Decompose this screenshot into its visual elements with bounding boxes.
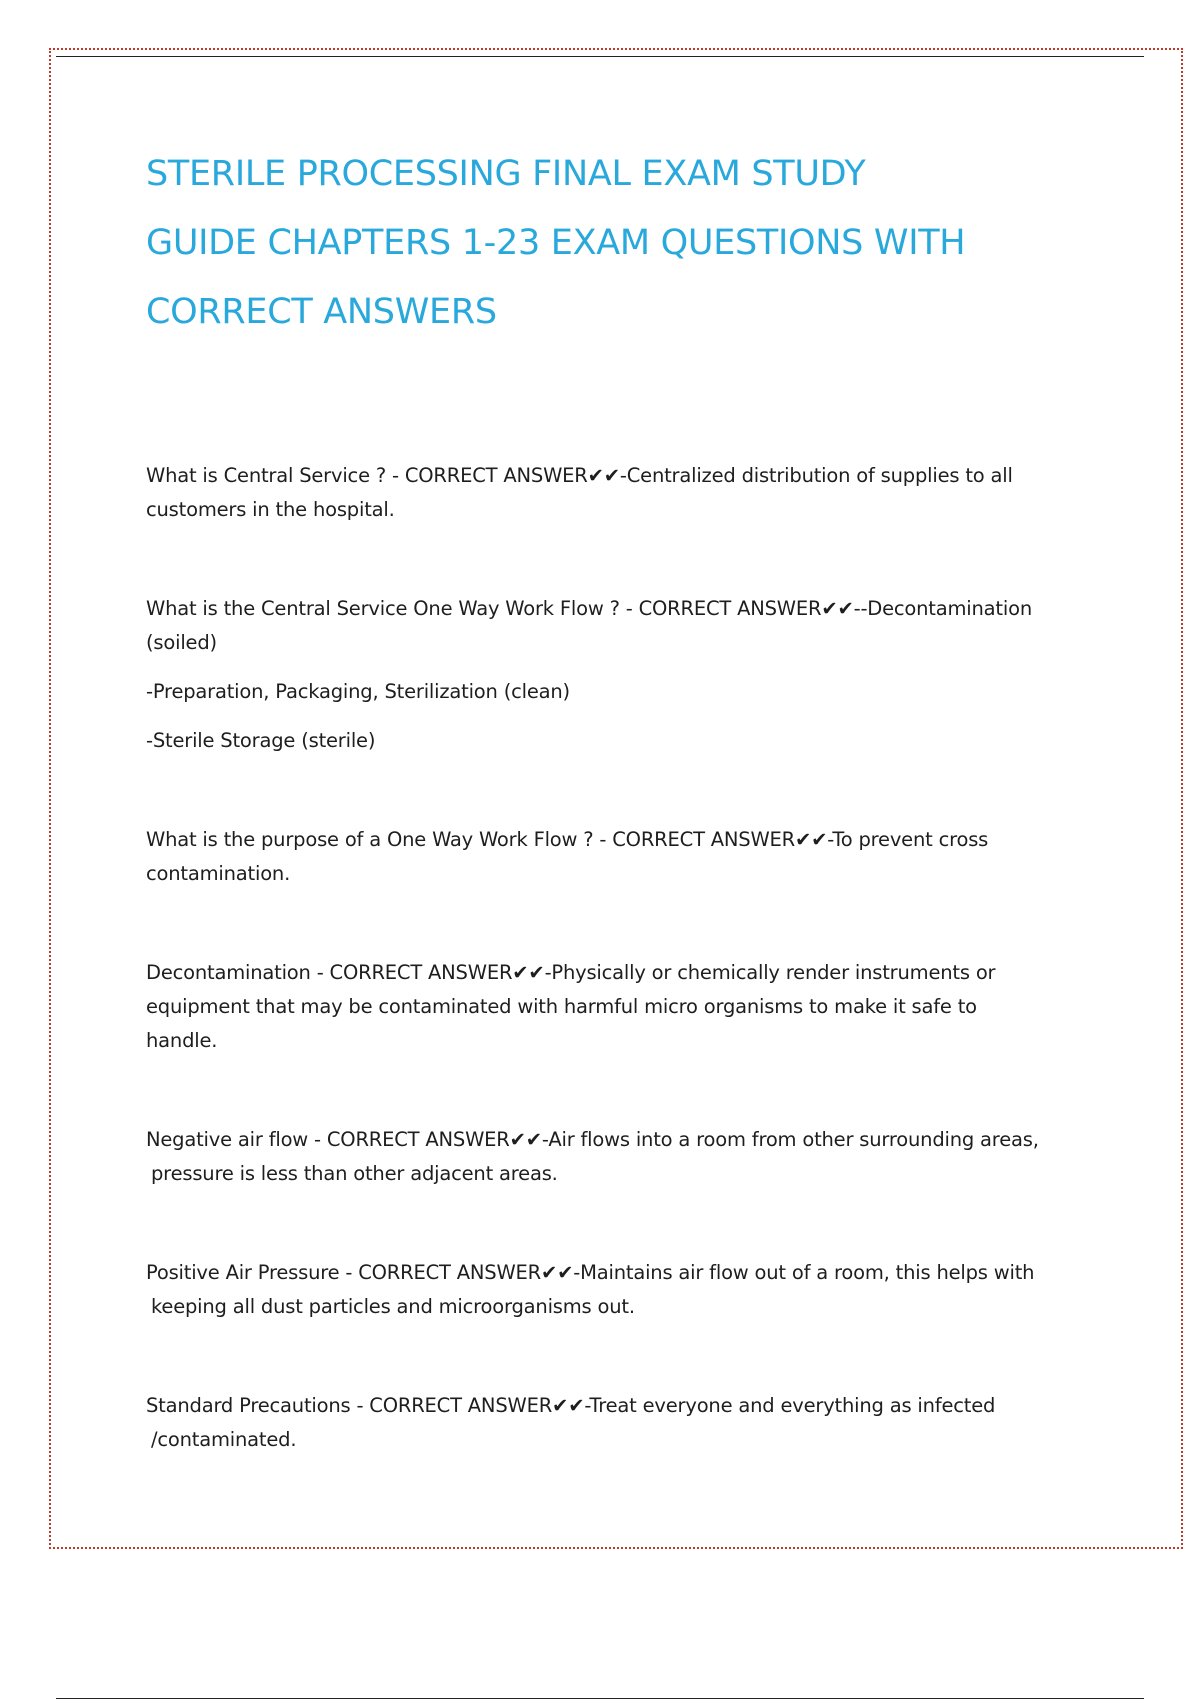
qa-entry (146, 1256, 1096, 1324)
qa-line: Standard Precautions - CORRECT ANSWER✔✔-Treat everyone and everything as infected (146, 1394, 996, 1417)
title-line: STERILE PROCESSING FINAL EXAM STUDY (146, 154, 866, 194)
qa-line: handle. (146, 1029, 218, 1052)
document-body (146, 140, 1096, 1522)
qa-line: What is Central Service ? - CORRECT ANSWER✔✔-Centralized distribution of supplies to all (146, 464, 1013, 487)
title-line: CORRECT ANSWERS (146, 292, 497, 332)
qa-paragraph: -Preparation, Packaging, Sterilization (clean) (146, 680, 570, 703)
qa-list (146, 459, 1096, 1457)
qa-line: What is the Central Service One Way Work Flow ? - CORRECT ANSWER✔✔--Decontamination (146, 597, 1032, 620)
qa-line: contamination. (146, 862, 291, 885)
qa-entry (146, 1123, 1096, 1191)
qa-line: customers in the hospital. (146, 498, 395, 521)
header-rule (56, 56, 1144, 57)
qa-line: equipment that may be contaminated with harmful micro organisms to make it safe to (146, 995, 977, 1018)
qa-paragraph: -Sterile Storage (sterile) (146, 729, 376, 752)
qa-entry (146, 592, 1096, 758)
qa-text (146, 592, 1096, 660)
qa-text (146, 459, 1096, 527)
qa-text (146, 956, 1096, 1058)
qa-entry (146, 459, 1096, 527)
qa-line: pressure is less than other adjacent areas. (151, 1162, 558, 1185)
qa-line: Negative air flow - CORRECT ANSWER✔✔-Air flows into a room from other surrounding areas, (146, 1128, 1039, 1151)
qa-line: Decontamination - CORRECT ANSWER✔✔-Physically or chemically render instruments or (146, 961, 996, 984)
qa-text (146, 1256, 1096, 1324)
qa-line: Positive Air Pressure - CORRECT ANSWER✔✔-Maintains air flow out of a room, this helps with (146, 1261, 1035, 1284)
qa-entry (146, 956, 1096, 1058)
qa-line: keeping all dust particles and microorganisms out. (151, 1295, 635, 1318)
qa-text (146, 1389, 1096, 1457)
qa-line: /contaminated. (151, 1428, 297, 1451)
title-line: GUIDE CHAPTERS 1-23 EXAM QUESTIONS WITH (146, 223, 966, 263)
document-title (146, 140, 1096, 347)
qa-line: (soiled) (146, 631, 217, 654)
qa-text (146, 823, 1096, 891)
qa-entry (146, 823, 1096, 891)
footer-rule (56, 1698, 1144, 1699)
qa-entry (146, 1389, 1096, 1457)
qa-line: What is the purpose of a One Way Work Flow ? - CORRECT ANSWER✔✔-To prevent cross (146, 828, 989, 851)
qa-text (146, 1123, 1096, 1191)
